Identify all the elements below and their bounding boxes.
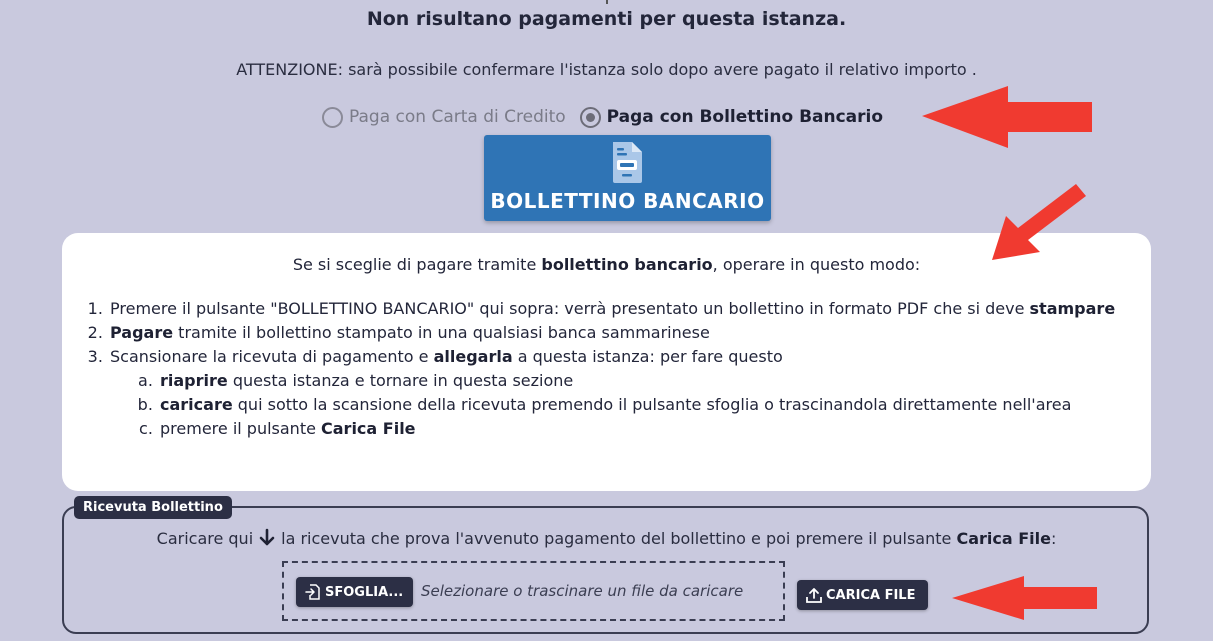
annotation-arrow-icon bbox=[990, 182, 1088, 262]
instruction-step-2: 2. Pagare tramite il bollettino stampato in una qualsiasi banca sammarinese bbox=[108, 321, 1148, 345]
payment-method-selector bbox=[322, 104, 883, 130]
instructions-intro: Se si sceglie di pagare tramite bollettino bancario, operare in questo modo: bbox=[292, 255, 921, 274]
bollettino-button-label: BOLLETTINO BANCARIO bbox=[490, 189, 765, 213]
receipt-legend: Ricevuta Bollettino bbox=[74, 496, 232, 519]
upload-instructions: Caricare qui la ricevuta che prova l'avvenuto pagamento del bollettino e poi premere il pulsante Carica File: bbox=[156, 529, 1057, 548]
upload-file-button[interactable] bbox=[797, 580, 928, 610]
dropzone-hint: Selezionare o trascinare un file da caricare bbox=[421, 582, 744, 600]
upload-button-label: CARICA FILE bbox=[826, 587, 916, 603]
bollettino-bancario-button[interactable] bbox=[484, 135, 771, 221]
instructions-panel bbox=[62, 233, 1151, 491]
instruction-substep-a: a. riaprire questa istanza e tornare in questa sezione bbox=[158, 369, 1148, 393]
radio-bank-slip-label[interactable]: Paga con Bollettino Bancario bbox=[606, 107, 884, 127]
annotation-arrow-icon bbox=[952, 576, 1098, 620]
top-divider-tick bbox=[606, 0, 608, 4]
instruction-substep-b: b. caricare qui sotto la scansione della ricevuta premendo il pulsante sfoglia o trascinandola direttamente nell'area bbox=[158, 393, 1148, 417]
warning-text: ATTENZIONE: sarà possibile confermare l'istanza solo dopo avere pagato il relativo importo . bbox=[236, 60, 977, 79]
radio-credit-card-label[interactable]: Paga con Carta di Credito bbox=[349, 107, 566, 127]
browse-button-label: SFOGLIA... bbox=[325, 584, 404, 600]
instruction-step-1: 1. Premere il pulsante "BOLLETTINO BANCARIO" qui sopra: verrà presentato un bollettino in formato PDF che si deve stampare bbox=[108, 297, 1148, 321]
document-icon bbox=[610, 140, 644, 184]
instruction-step-3: 3. Scansionare la ricevuta di pagamento e allegarla a questa istanza: per fare questo a. riaprire questa istanza e tornare in questa sezione b. caricare qui sotto la scansione della ricevuta premendo il pulsante sfoglia o trascinandola direttamente nell'area c. premere il pulsante Carica File bbox=[108, 345, 1148, 441]
upload-icon bbox=[805, 586, 823, 604]
radio-bank-slip[interactable] bbox=[580, 107, 601, 128]
browse-button[interactable] bbox=[296, 577, 413, 607]
radio-credit-card[interactable] bbox=[322, 107, 343, 128]
annotation-arrow-icon bbox=[922, 86, 1094, 148]
file-import-icon bbox=[304, 583, 322, 601]
instruction-substep-c: c. premere il pulsante Carica File bbox=[158, 417, 1148, 441]
arrow-down-icon bbox=[257, 528, 277, 548]
instructions-list bbox=[108, 297, 1148, 441]
page-title: Non risultano pagamenti per questa istanza. bbox=[366, 8, 847, 30]
instruction-substeps bbox=[158, 369, 1148, 441]
